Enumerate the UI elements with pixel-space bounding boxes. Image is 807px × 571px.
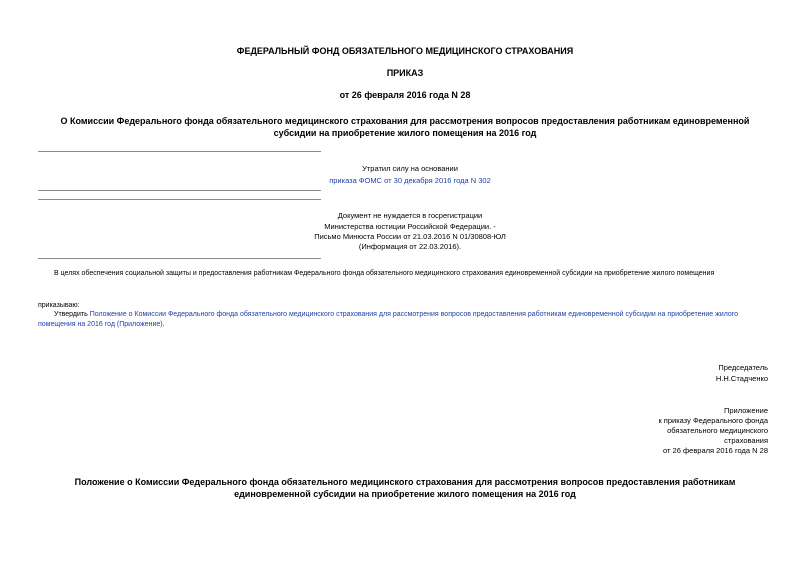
document-date: от 26 февраля 2016 года N 28 [339,90,471,100]
regulation-link[interactable]: Положение о Комиссии Федерального фонда обязательного медицинского страхования для рассмотрения вопросов предоставления работникам единовременной субсидии на приобретение жилого помещения на 2016 год (Приложение) [38,311,739,328]
registration-note-line: (Информация от 22.03.2016). [358,242,462,251]
appendix-header-line: от 26 февраля 2016 года N 28 [663,446,768,455]
document-title: О Комиссии Федерального фонда обязательного медицинского страхования для рассмотрения вопросов предоставления работникам единовременной субсидии на приобретение жилого помещения на 2016 год [60,116,750,138]
appendix-header-line: к приказу Федерального фонда [658,416,768,425]
divider-line [38,190,321,191]
appendix-header-line: страхования [724,436,768,445]
signatory-name: Н.Н.Стадченко [715,374,768,383]
registration-note-line: Документ не нуждается в госрегистрации [337,211,483,220]
registration-note-line: Министерства юстиции Российской Федерации. - [324,222,496,231]
registration-note-line: Письмо Минюста России от 21.03.2016 N 01/30808-ЮЛ [314,232,506,241]
approve-word: Утвердить [54,311,88,318]
preamble-paragraph: В целях обеспечения социальной защиты и предоставления работникам Федерального фонда обязательного медицинского страхования единовременной субсидии на приобретение жилого помещения [54,270,715,277]
approve-end: . [162,321,165,328]
divider-line [38,199,321,200]
signatory-position: Председатель [718,363,768,372]
organization-heading: ФЕДЕРАЛЬНЫЙ ФОНД ОБЯЗАТЕЛЬНОГО МЕДИЦИНСКОГО СТРАХОВАНИЯ [236,46,574,56]
order-word: приказываю: [38,302,80,309]
appendix-header-line: обязательного медицинского [667,426,768,435]
appendix-header-line: Приложение [724,406,768,415]
approve-paragraph [38,310,776,330]
lost-force-note: Утратил силу на основании [362,164,458,173]
document-type: ПРИКАЗ [386,68,424,78]
divider-line [38,258,321,259]
appendix-title: Положение о Комиссии Федерального фонда обязательного медицинского страхования для рассмотрения вопросов предоставления работникам единовременной субсидии на приобретение жилого помещения на 2016 год [74,477,736,499]
divider-line [38,151,321,152]
lost-force-link[interactable]: приказа ФОМС от 30 декабря 2016 года N 302 [329,176,491,185]
